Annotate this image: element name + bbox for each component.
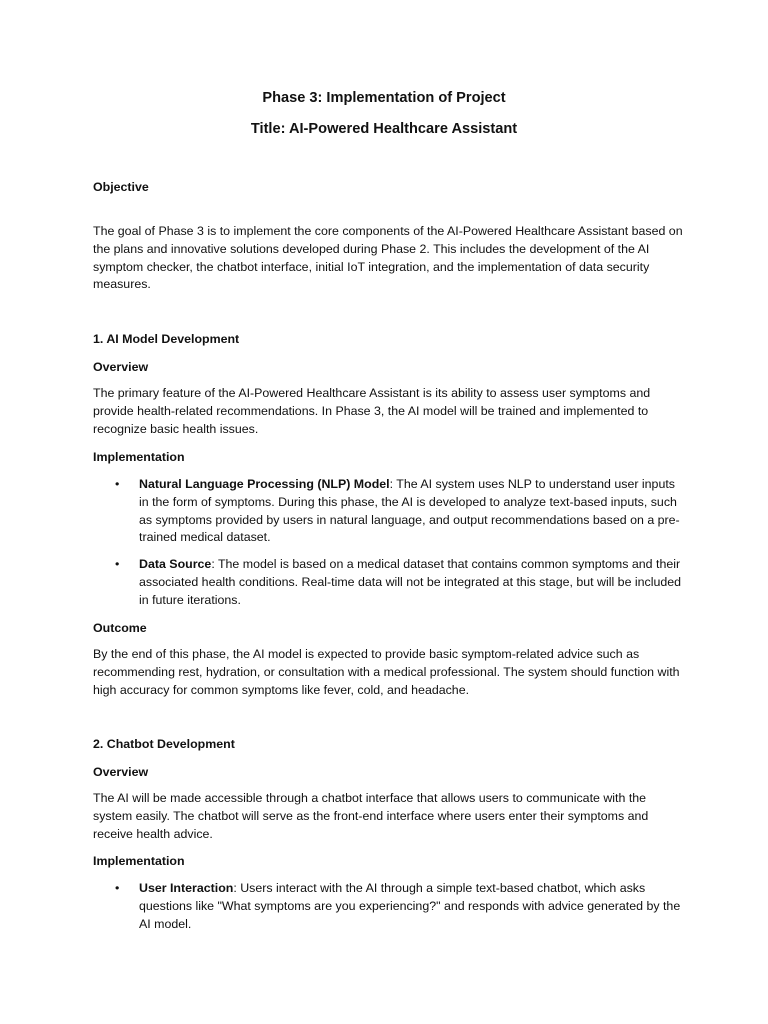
section2-heading: 2. Chatbot Development	[93, 737, 235, 751]
section2-bullet-list	[93, 880, 683, 942]
bullet-icon: •	[115, 557, 120, 572]
section2-implementation-heading: Implementation	[93, 854, 185, 868]
section1-outcome-paragraph: By the end of this phase, the AI model is expected to provide basic symptom-related advice such as recommending rest, hydration, or consultation with a medical professional. The system should function with high accuracy for common symptoms like fever, cold, and headache.	[93, 647, 680, 697]
section1-implementation-heading: Implementation	[93, 450, 185, 464]
section1-heading: 1. AI Model Development	[93, 332, 240, 346]
bullet-term: Natural Language Processing (NLP) Model	[139, 477, 390, 491]
bullet-text: : Users interact with the AI through a simple text-based chatbot, which asks questions like "What symptoms are you experiencing?" and responds with advice generated by the AI model.	[139, 881, 681, 931]
section1-bullet-list	[93, 476, 683, 619]
objective-heading: Objective	[93, 180, 149, 194]
list-item	[93, 476, 683, 547]
bullet-text: : The AI system uses NLP to understand user inputs in the form of symptoms. During this phase, the AI is developed to analyze text-based inputs, such as symptoms provided by users in natural language, and output recommendations based on a pre-trained medical dataset.	[139, 477, 680, 545]
list-item	[93, 556, 683, 609]
document-subtitle: Title: AI-Powered Healthcare Assistant	[250, 121, 518, 137]
bullet-term: User Interaction	[139, 881, 234, 895]
bullet-icon: •	[115, 477, 120, 491]
objective-paragraph: The goal of Phase 3 is to implement the core components of the AI-Powered Healthcare Assistant based on the plans and innovative solutions developed during Phase 2. This includes the development of the AI symptom checker, the chatbot interface, initial IoT integration, and the implementation of data security measures.	[93, 224, 683, 292]
section1-overview-heading: Overview	[93, 360, 149, 374]
section1-overview-paragraph: The primary feature of the AI-Powered Healthcare Assistant is its ability to assess user symptoms and provide health-related recommendations. In Phase 3, the AI model will be trained and implemented to recognize basic health issues.	[93, 386, 651, 436]
section2-overview-heading: Overview	[93, 765, 149, 779]
bullet-icon: •	[115, 881, 120, 895]
bullet-term: Data Source	[139, 557, 212, 572]
section2-overview-paragraph: The AI will be made accessible through a chatbot interface that allows users to communicate with the system easily. The chatbot will serve as the front-end interface where users enter their symptoms and receive health advice.	[93, 791, 649, 841]
list-item	[93, 880, 683, 933]
bullet-text: : The model is based on a medical dataset that contains common symptoms and their associated health conditions. Real-time data will not be integrated at this stage, but will be included in future iterations.	[139, 557, 682, 607]
section1-outcome-heading: Outcome	[93, 621, 147, 635]
document-title: Phase 3: Implementation of Project	[262, 90, 506, 106]
